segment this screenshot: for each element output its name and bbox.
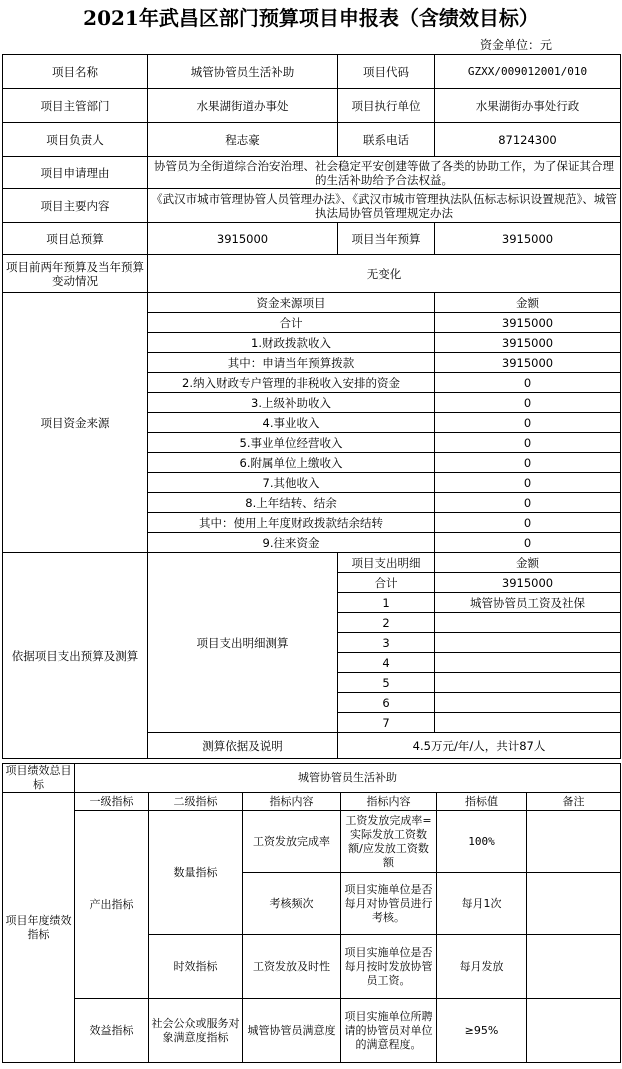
funding-col-item: 资金来源项目: [148, 293, 435, 313]
indicator-value: 每月发放: [437, 935, 527, 999]
expense-no: 7: [338, 713, 435, 733]
indicator-desc: 项目实施单位所聘请的协管员对单位的满意程度。: [341, 999, 437, 1063]
page-title: 2021年武昌区部门预算项目申报表（含绩效目标）: [83, 6, 539, 30]
funding-item: 6.附属单位上缴收入: [148, 453, 435, 473]
basis-label: 测算依据及说明: [148, 733, 338, 759]
header-level1: 一级指标: [75, 793, 149, 811]
change-value: 无变化: [148, 255, 621, 293]
funding-amount: 3915000: [435, 353, 621, 373]
year-budget: 3915000: [435, 223, 621, 255]
funding-item: 4.事业收入: [148, 413, 435, 433]
phone-label: 联系电话: [338, 123, 435, 157]
header-content-b: 指标内容: [341, 793, 437, 811]
funding-amount: 0: [435, 413, 621, 433]
indicator-desc: 项目实施单位是否每月对协管员进行考核。: [341, 873, 437, 935]
indicator-desc: 项目实施单位是否每月按时发放协管员工资。: [341, 935, 437, 999]
indicator-value: 每月1次: [437, 873, 527, 935]
expense-text: [435, 653, 621, 673]
owner-value: 程志豪: [148, 123, 338, 157]
expense-total-label: 合计: [338, 573, 435, 593]
total-budget-label: 项目总预算: [3, 223, 148, 255]
currency-unit: 资金单位：元: [480, 38, 553, 52]
performance-table: [2, 763, 621, 1063]
change-label: 项目前两年预算及当年预算变动情况: [3, 255, 148, 293]
header-value: 指标值: [437, 793, 527, 811]
expense-col-item: 项目支出明细: [338, 553, 435, 573]
exec-unit-value: 水果湖街办事处行政: [435, 89, 621, 123]
expense-no: 4: [338, 653, 435, 673]
funding-amount: 0: [435, 393, 621, 413]
expense-detail-label: 项目支出明细测算: [148, 553, 338, 733]
funding-item: 5.事业单位经营收入: [148, 433, 435, 453]
indicator-row: [3, 999, 621, 1063]
owner-label: 项目负责人: [3, 123, 148, 157]
satisfaction-indicator-label: 社会公众或服务对象满意度指标: [149, 999, 243, 1063]
funding-amount: 0: [435, 473, 621, 493]
funding-source-label: 项目资金来源: [3, 293, 148, 553]
expense-no: 6: [338, 693, 435, 713]
annual-indicator-label: 项目年度绩效指标: [3, 793, 75, 1063]
benefit-indicator-label: 效益指标: [75, 999, 149, 1063]
dept-value: 水果湖街道办事处: [148, 89, 338, 123]
indicator-name: 工资发放完成率: [243, 811, 341, 873]
funding-amount: 0: [435, 433, 621, 453]
expense-no: 3: [338, 633, 435, 653]
expense-text: [435, 693, 621, 713]
funding-item: 3.上级补助收入: [148, 393, 435, 413]
funding-item: 9.往来资金: [148, 533, 435, 553]
funding-amount: 0: [435, 513, 621, 533]
expense-no: 5: [338, 673, 435, 693]
reason-label: 项目申请理由: [3, 157, 148, 189]
header-content-a: 指标内容: [243, 793, 341, 811]
project-code-label: 项目代码: [338, 55, 435, 89]
indicator-name: 工资发放及时性: [243, 935, 341, 999]
total-budget: 3915000: [148, 223, 338, 255]
funding-item: 2.纳入财政专户管理的非税收入安排的资金: [148, 373, 435, 393]
indicator-note: [527, 873, 621, 935]
exec-unit-label: 项目执行单位: [338, 89, 435, 123]
indicator-name: 城管协管员满意度: [243, 999, 341, 1063]
goal-value: 城管协管员生活补助: [75, 764, 621, 793]
funding-amount: 0: [435, 453, 621, 473]
header-note: 备注: [527, 793, 621, 811]
reason-value: 协管员为全街道综合治安治理、社会稳定平安创建等做了各类的协助工作，为了保证其合理的生活补助给予合法权益。: [148, 157, 621, 189]
expense-text: 城管协管员工资及社保: [435, 593, 621, 613]
indicator-name: 考核频次: [243, 873, 341, 935]
expense-text: [435, 713, 621, 733]
timeliness-indicator-label: 时效指标: [149, 935, 243, 999]
indicator-note: [527, 999, 621, 1063]
project-code: GZXX/009012001/010: [435, 55, 621, 89]
indicator-desc: 工资发放完成率=实际发放工资数额/应发放工资数额: [341, 811, 437, 873]
funding-amount: 0: [435, 373, 621, 393]
expense-text: [435, 613, 621, 633]
project-name-label: 项目名称: [3, 55, 148, 89]
funding-amount: 3915000: [435, 313, 621, 333]
goal-label: 项目绩效总目标: [3, 764, 75, 793]
project-name: 城管协管员生活补助: [148, 55, 338, 89]
funding-amount: 3915000: [435, 333, 621, 353]
dept-label: 项目主管部门: [3, 89, 148, 123]
budget-table: [2, 54, 621, 759]
indicator-value: 100%: [437, 811, 527, 873]
funding-item: 1.财政拨款收入: [148, 333, 435, 353]
indicator-value: ≥95%: [437, 999, 527, 1063]
funding-item: 其中：申请当年预算拨款: [148, 353, 435, 373]
funding-item: 7.其他收入: [148, 473, 435, 493]
expense-text: [435, 633, 621, 653]
indicator-note: [527, 811, 621, 873]
funding-amount: 0: [435, 533, 621, 553]
year-budget-label: 项目当年预算: [338, 223, 435, 255]
expense-no: 2: [338, 613, 435, 633]
header-level2: 二级指标: [149, 793, 243, 811]
indicator-note: [527, 935, 621, 999]
funding-item: 8.上年结转、结余: [148, 493, 435, 513]
indicator-row: [3, 811, 621, 873]
content-label: 项目主要内容: [3, 189, 148, 223]
phone-value: 87124300: [435, 123, 621, 157]
quantity-indicator-label: 数量指标: [149, 811, 243, 935]
expense-basis-label: 依据项目支出预算及测算: [3, 553, 148, 759]
expense-no: 1: [338, 593, 435, 613]
output-indicator-label: 产出指标: [75, 811, 149, 999]
expense-col-amount: 金额: [435, 553, 621, 573]
expense-text: [435, 673, 621, 693]
basis-value: 4.5万元/年/人，共计87人: [338, 733, 621, 759]
content-value: 《武汉市城市管理协管人员管理办法》、《武汉市城市管理执法队伍标志标识设置规范》、城管执法局协管员管理规定办法: [148, 189, 621, 223]
funding-col-amount: 金额: [435, 293, 621, 313]
funding-item: 合计: [148, 313, 435, 333]
funding-item: 其中：使用上年度财政拨款结余结转: [148, 513, 435, 533]
funding-amount: 0: [435, 493, 621, 513]
expense-total: 3915000: [435, 573, 621, 593]
